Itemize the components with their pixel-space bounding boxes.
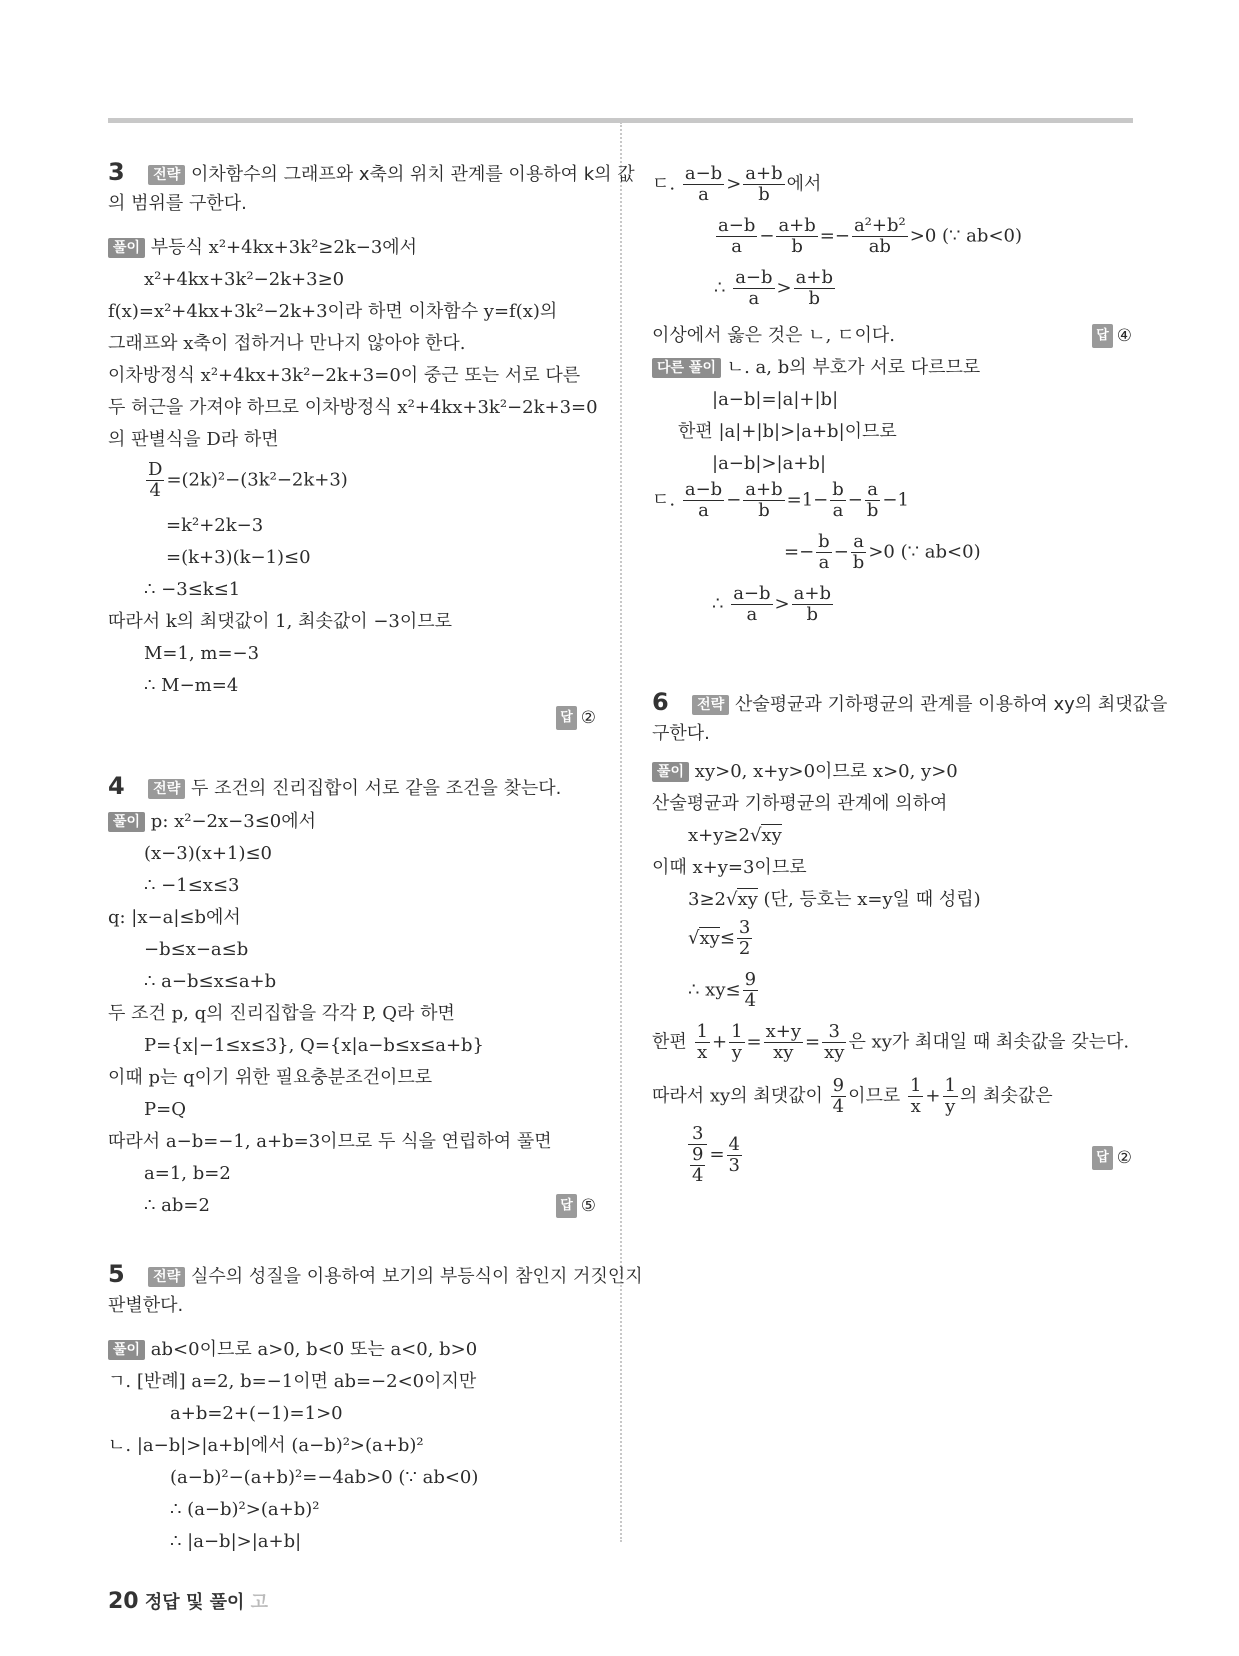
problem-3-header	[108, 160, 635, 187]
math-line: √xy≤ $\frac{3}{2}$	[688, 917, 751, 959]
math-line: $\frac{a-b}{a}$ − $\frac{a+b}{b}$ =− $\frac{\text{a²+b²}}{ab}$ >0 (∵ ab<0)	[718, 215, 1022, 257]
math-line: x²+4kx+3k²−2k+3≥0	[144, 269, 345, 290]
strategy-text: 두 조건의 진리집합이 서로 같을 조건을 찾는다.	[190, 778, 562, 799]
math-line: a+b=2+(−1)=1>0	[170, 1403, 343, 1424]
alt-solve-line: 다른 풀이 ㄴ. a, b의 부호가 서로 다르므로	[652, 356, 980, 380]
math-line: 따라서 xy의 최댓값이 $\frac{9}{4}$ 이므로 $\frac{1}{x}$ + $\frac{1}{y}$ 의 최솟값은	[652, 1075, 1053, 1117]
text-line: 의 판별식을 D라 하면	[108, 429, 279, 450]
text-line: 이때 p는 q이기 위한 필요충분조건이므로	[108, 1067, 433, 1088]
math-line: P=Q	[144, 1099, 186, 1120]
strategy-text: 이차함수의 그래프와 x축의 위치 관계를 이용하여 k의 값	[190, 164, 635, 185]
math-line: ∴ a−b≤x≤a+b	[144, 971, 277, 992]
text-line: ㄴ. |a−b|>|a+b|에서 (a−b)²>(a+b)²	[108, 1435, 424, 1456]
text-line: ㄱ. [반례] a=2, b=−1이면 ab=−2<0이지만	[108, 1371, 477, 1392]
math-line: 한편 $\frac{1}{x}$ + $\frac{1}{y}$ = $\frac{x+y}{xy}$ = $\frac{3}{xy}$ 은 xy가 최대일 때 최솟값을 갖는다.	[652, 1021, 1130, 1063]
solve-line: 풀이 xy>0, x+y>0이므로 x>0, y>0	[652, 760, 958, 784]
math-line: ∴ (a−b)²>(a+b)²	[170, 1499, 320, 1520]
problem-4-header	[108, 774, 561, 801]
math-line: M=1, m=−3	[144, 643, 260, 664]
math-line: ∴ −3≤k≤1	[144, 579, 241, 600]
math-line: (a−b)²−(a+b)²=−4ab>0 (∵ ab<0)	[170, 1467, 479, 1488]
strategy-text-cont: 판별한다.	[108, 1295, 184, 1316]
solve-tag: 풀이	[108, 1340, 145, 1360]
solve-line: 풀이 p: x²−2x−3≤0에서	[108, 810, 316, 834]
math-line: a=1, b=2	[144, 1163, 231, 1184]
text-line: 이때 x+y=3이므로	[652, 857, 807, 878]
strategy-text: 산술평균과 기하평균의 관계를 이용하여 xy의 최댓값을	[734, 694, 1168, 715]
footer-label: 정답 및 풀이	[144, 1592, 245, 1613]
text-line: f(x)=x²+4kx+3k²−2k+3이라 하면 이차함수 y=f(x)의	[108, 301, 558, 322]
text-line: 이차방정식 x²+4kx+3k²−2k+3=0이 중근 또는 서로 다른	[108, 365, 581, 386]
math-line: 한편 |a|+|b|>|a+b|이므로	[678, 421, 897, 442]
page-number: 20	[108, 1589, 139, 1614]
answer: 답 ⑤	[556, 1194, 596, 1218]
math-line: ∴ $\frac{a-b}{a}$ > $\frac{a+b}{b}$	[712, 583, 831, 625]
math-line: 3≥2√xy (단, 등호는 x=y일 때 성립)	[688, 889, 981, 910]
math-line: ∴ |a−b|>|a+b|	[170, 1531, 302, 1552]
math-line: ∴ $\frac{a-b}{a}$ > $\frac{a+b}{b}$	[714, 267, 833, 309]
math-line: =(k+3)(k−1)≤0	[166, 547, 311, 568]
text-line: 두 조건 p, q의 진리집합을 각각 P, Q라 하면	[108, 1003, 455, 1024]
problem-5-header	[108, 1262, 643, 1289]
math-line: |a−b|>|a+b|	[712, 453, 827, 474]
solve-line	[108, 236, 417, 260]
problem-number: 5	[108, 1260, 125, 1288]
math-line: ㄷ. $\frac{a-b}{a}$ > $\frac{a+b}{b}$ 에서	[652, 163, 822, 205]
text-line: 두 허근을 가져야 하므로 이차방정식 x²+4kx+3k²−2k+3=0	[108, 397, 598, 418]
text-line: 따라서 k의 최댓값이 1, 최솟값이 −3이므로	[108, 611, 453, 632]
strategy-tag: 전략	[148, 779, 185, 799]
answer-tag: 답	[1092, 324, 1113, 348]
math-line: (x−3)(x+1)≤0	[144, 843, 272, 864]
math-line: $\frac{3}{\frac{9}{4}}$ = $\frac{4}{3}$	[686, 1124, 744, 1186]
problem-6-header	[652, 690, 1167, 717]
math-line: P={x|−1≤x≤3}, Q={x|a−b≤x≤a+b}	[144, 1035, 485, 1056]
problem-number: 3	[108, 158, 125, 186]
problem-number: 6	[652, 688, 669, 716]
alt-solve-tag: 다른 풀이	[652, 358, 721, 378]
answer-tag: 답	[556, 706, 577, 730]
strategy-tag: 전략	[148, 165, 185, 185]
strategy-tag: 전략	[148, 1267, 185, 1287]
solve-tag: 풀이	[108, 812, 145, 832]
math-line: x+y≥2√xy	[688, 825, 782, 846]
math-line: $\frac{D}{4}$ =(2k)²−(3k²−2k+3)	[148, 459, 348, 501]
solve-tag: 풀이	[652, 762, 689, 782]
text-line: 산술평균과 기하평균의 관계에 의하여	[652, 793, 948, 814]
math-line: ∴ −1≤x≤3	[144, 875, 240, 896]
answer: 답 ④	[1092, 324, 1132, 348]
math-line: =− $\frac{b}{a}$ − $\frac{a}{b}$ >0 (∵ ab<0)	[784, 531, 981, 573]
strategy-text-cont: 의 범위를 구한다.	[108, 193, 247, 214]
math-line: |a−b|=|a|+|b|	[712, 389, 839, 410]
math-line: ㄷ. $\frac{a-b}{a}$ − $\frac{a+b}{b}$ =1− $\frac{b}{a}$ − $\frac{a}{b}$ −1	[652, 479, 909, 521]
math-line: ∴ M−m=4	[144, 675, 239, 696]
answer: 답 ②	[1092, 1146, 1132, 1170]
answer-tag: 답	[1092, 1146, 1113, 1170]
math-line: ∴ xy≤ $\frac{9}{4}$	[688, 969, 757, 1011]
fraction: $\frac{D}{4}$	[148, 459, 163, 501]
text: 부등식 x²+4kx+3k²≥2k−3에서	[150, 237, 418, 258]
answer: 답 ②	[556, 706, 596, 730]
text-line: 이상에서 옳은 것은 ㄴ, ㄷ이다.	[652, 325, 895, 346]
text-line: 따라서 a−b=−1, a+b=3이므로 두 식을 연립하여 풀면	[108, 1131, 552, 1152]
solve-line: 풀이 ab<0이므로 a>0, b<0 또는 a<0, b>0	[108, 1338, 477, 1362]
column-divider	[620, 122, 622, 1542]
solve-tag: 풀이	[108, 238, 145, 258]
math-line: =k²+2k−3	[166, 515, 264, 536]
text-line: 그래프와 x축이 접하거나 만나지 않아야 한다.	[108, 333, 466, 354]
strategy-text: 실수의 성질을 이용하여 보기의 부등식이 참인지 거짓인지	[190, 1266, 643, 1287]
math-line: ∴ ab=2	[144, 1195, 210, 1216]
math-line: −b≤x−a≤b	[144, 939, 249, 960]
footer-logo: 고	[250, 1592, 269, 1613]
strategy-tag: 전략	[692, 695, 729, 715]
page-footer	[108, 1588, 268, 1614]
answer-tag: 답	[556, 1194, 577, 1218]
math-line: q: |x−a|≤b에서	[108, 907, 241, 928]
strategy-text-cont: 구한다.	[652, 723, 710, 744]
problem-number: 4	[108, 772, 125, 800]
